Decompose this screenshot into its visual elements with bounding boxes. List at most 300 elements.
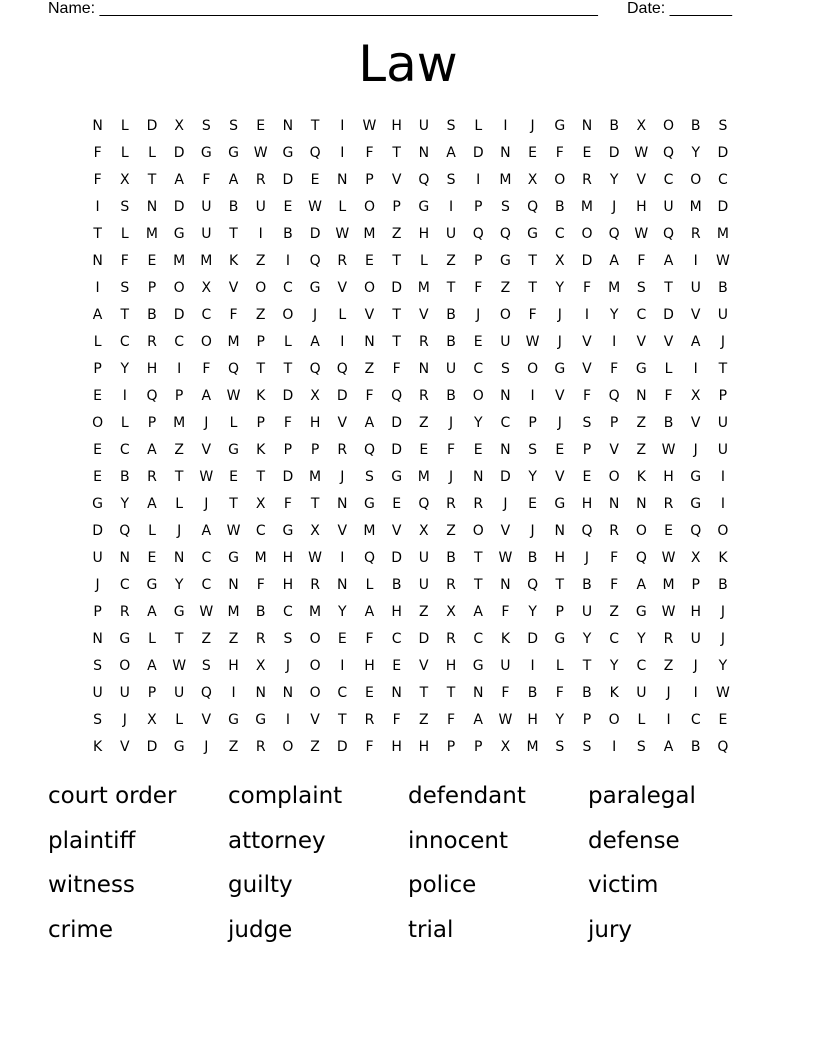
grid-letter[interactable]: J	[503, 496, 508, 512]
grid-letter[interactable]: O	[309, 658, 321, 674]
grid-letter[interactable]: P	[609, 415, 619, 431]
grid-letter[interactable]: A	[201, 523, 212, 539]
grid-letter[interactable]: G	[255, 712, 267, 728]
grid-letter[interactable]: M	[363, 523, 376, 539]
grid-letter[interactable]: I	[340, 334, 345, 350]
grid-letter[interactable]: K	[256, 388, 266, 404]
grid-letter[interactable]: G	[635, 361, 647, 377]
grid-letter[interactable]: D	[309, 226, 321, 242]
grid-letter[interactable]: U	[690, 280, 701, 296]
grid-letter[interactable]: F	[283, 496, 292, 512]
grid-letter[interactable]: B	[283, 226, 293, 242]
grid-letter[interactable]: G	[228, 550, 239, 566]
grid-letter[interactable]: T	[392, 253, 401, 269]
grid-letter[interactable]: A	[147, 658, 157, 674]
grid-letter[interactable]: P	[147, 280, 157, 296]
grid-letter[interactable]: G	[554, 361, 566, 377]
grid-letter[interactable]: U	[92, 685, 103, 701]
grid-letter[interactable]: P	[473, 199, 483, 215]
grid-letter[interactable]: T	[473, 550, 483, 566]
grid-letter[interactable]: K	[609, 685, 619, 701]
grid-letter[interactable]: M	[526, 739, 539, 755]
grid-letter[interactable]: W	[661, 550, 676, 566]
grid-letter[interactable]: R	[310, 577, 320, 593]
grid-letter[interactable]: G	[228, 712, 239, 728]
grid-letter[interactable]: F	[202, 172, 211, 188]
grid-letter[interactable]: L	[175, 496, 184, 512]
grid-letter[interactable]: R	[255, 172, 266, 188]
grid-letter[interactable]: W	[253, 145, 268, 161]
date-field[interactable]: Date: _______	[627, 0, 732, 17]
grid-letter[interactable]: N	[472, 469, 484, 485]
grid-letter[interactable]: A	[636, 577, 647, 593]
grid-letter[interactable]: T	[338, 712, 347, 728]
grid-letter[interactable]: C	[255, 523, 266, 539]
grid-letter[interactable]: X	[147, 712, 157, 728]
grid-letter[interactable]: X	[201, 280, 212, 296]
grid-letter[interactable]: I	[340, 118, 345, 134]
grid-letter[interactable]: O	[554, 172, 566, 188]
grid-letter[interactable]: P	[256, 415, 265, 431]
grid-letter[interactable]: I	[476, 172, 481, 188]
grid-letter[interactable]: C	[119, 442, 130, 458]
grid-letter[interactable]: H	[391, 604, 402, 620]
grid-letter[interactable]: Y	[473, 415, 483, 431]
grid-letter[interactable]: G	[309, 280, 321, 296]
grid-letter[interactable]: S	[283, 631, 293, 647]
grid-letter[interactable]: S	[120, 280, 130, 296]
grid-letter[interactable]: F	[120, 253, 129, 269]
grid-letter[interactable]: L	[284, 334, 292, 350]
grid-letter[interactable]: X	[527, 172, 538, 188]
grid-letter[interactable]: Q	[418, 172, 430, 188]
grid-letter[interactable]: C	[636, 658, 647, 674]
grid-letter[interactable]: Z	[663, 658, 674, 674]
grid-letter[interactable]: I	[177, 361, 182, 377]
grid-letter[interactable]: Q	[309, 361, 321, 377]
grid-letter[interactable]: M	[309, 604, 322, 620]
grid-letter[interactable]: N	[472, 685, 484, 701]
grid-letter[interactable]: F	[501, 685, 510, 701]
grid-letter[interactable]: D	[336, 739, 348, 755]
grid-letter[interactable]: Q	[527, 199, 539, 215]
grid-letter[interactable]: G	[472, 658, 484, 674]
grid-letter[interactable]: J	[557, 307, 562, 323]
grid-letter[interactable]: E	[718, 712, 728, 728]
grid-letter[interactable]: V	[690, 307, 701, 323]
grid-letter[interactable]: D	[663, 307, 674, 323]
grid-letter[interactable]: D	[336, 388, 348, 404]
grid-letter[interactable]: S	[718, 118, 728, 134]
grid-letter[interactable]: E	[664, 523, 673, 539]
grid-letter[interactable]: Z	[446, 523, 456, 539]
grid-letter[interactable]: P	[582, 712, 592, 728]
grid-letter[interactable]: G	[119, 631, 131, 647]
grid-letter[interactable]: B	[391, 577, 402, 593]
grid-letter[interactable]: V	[582, 334, 592, 350]
grid-letter[interactable]: Z	[255, 253, 266, 269]
grid-letter[interactable]: J	[204, 496, 209, 512]
grid-letter[interactable]: F	[93, 145, 102, 161]
grid-letter[interactable]: C	[391, 631, 402, 647]
grid-letter[interactable]: I	[503, 118, 508, 134]
grid-letter[interactable]: I	[448, 199, 454, 215]
grid-letter[interactable]: F	[582, 280, 591, 296]
grid-letter[interactable]: U	[717, 415, 729, 431]
grid-letter[interactable]: I	[693, 361, 698, 377]
grid-letter[interactable]: Y	[555, 280, 565, 296]
grid-letter[interactable]: C	[473, 361, 484, 377]
grid-letter[interactable]: F	[256, 577, 265, 593]
grid-letter[interactable]: S	[555, 739, 565, 755]
grid-letter[interactable]: U	[445, 361, 457, 377]
grid-letter[interactable]: P	[310, 442, 320, 458]
grid-letter[interactable]: A	[147, 604, 157, 620]
grid-letter[interactable]: E	[229, 469, 238, 485]
grid-letter[interactable]: F	[392, 712, 401, 728]
grid-letter[interactable]: V	[609, 442, 619, 458]
grid-letter[interactable]: R	[609, 523, 620, 539]
grid-letter[interactable]: L	[419, 253, 428, 269]
grid-letter[interactable]: V	[337, 280, 348, 296]
grid-letter[interactable]: Z	[364, 361, 375, 377]
grid-letter[interactable]: N	[337, 577, 348, 593]
grid-letter[interactable]: M	[173, 415, 186, 431]
grid-letter[interactable]: R	[446, 631, 456, 647]
grid-letter[interactable]: Q	[472, 226, 484, 242]
grid-letter[interactable]: B	[446, 334, 456, 350]
grid-letter[interactable]: T	[528, 280, 537, 296]
grid-letter[interactable]: N	[418, 361, 430, 377]
grid-letter[interactable]: R	[337, 442, 348, 458]
grid-letter[interactable]: S	[528, 442, 538, 458]
grid-letter[interactable]: P	[582, 442, 592, 458]
grid-letter[interactable]: S	[446, 118, 456, 134]
grid-letter[interactable]: M	[662, 577, 675, 593]
grid-letter[interactable]: A	[201, 388, 212, 404]
grid-letter[interactable]: P	[555, 604, 564, 620]
grid-letter[interactable]: I	[530, 658, 535, 674]
grid-letter[interactable]: P	[473, 253, 483, 269]
grid-letter[interactable]: A	[147, 496, 157, 512]
grid-letter[interactable]: O	[608, 712, 620, 728]
grid-letter[interactable]: N	[500, 388, 511, 404]
grid-letter[interactable]: B	[119, 469, 130, 485]
grid-letter[interactable]: B	[147, 307, 157, 323]
grid-letter[interactable]: V	[636, 334, 647, 350]
grid-letter[interactable]: B	[718, 577, 728, 593]
grid-letter[interactable]: W	[226, 388, 241, 404]
grid-letter[interactable]: T	[120, 307, 130, 323]
grid-letter[interactable]: O	[309, 685, 321, 701]
grid-letter[interactable]: H	[309, 415, 321, 431]
grid-letter[interactable]: D	[391, 442, 403, 458]
grid-letter[interactable]: N	[173, 550, 185, 566]
grid-letter[interactable]: M	[173, 253, 186, 269]
grid-letter[interactable]: K	[636, 469, 646, 485]
grid-letter[interactable]: P	[93, 361, 102, 377]
grid-letter[interactable]: A	[228, 172, 239, 188]
grid-letter[interactable]: H	[391, 739, 402, 755]
grid-letter[interactable]: S	[93, 712, 103, 728]
grid-letter[interactable]: F	[664, 388, 673, 404]
grid-letter[interactable]: M	[309, 469, 322, 485]
grid-letter[interactable]: I	[258, 226, 263, 242]
grid-letter[interactable]: C	[174, 334, 185, 350]
grid-letter[interactable]: P	[174, 388, 184, 404]
grid-letter[interactable]: Q	[663, 145, 675, 161]
grid-letter[interactable]: O	[472, 388, 484, 404]
grid-letter[interactable]: F	[447, 442, 456, 458]
grid-letter[interactable]: I	[285, 253, 290, 269]
grid-letter[interactable]: T	[664, 280, 673, 296]
grid-letter[interactable]: N	[608, 496, 620, 512]
grid-letter[interactable]: V	[201, 712, 212, 728]
grid-letter[interactable]: M	[254, 550, 267, 566]
grid-letter[interactable]: E	[93, 442, 103, 458]
grid-letter[interactable]: B	[690, 739, 701, 755]
grid-letter[interactable]: T	[256, 361, 265, 377]
grid-letter[interactable]: P	[392, 199, 401, 215]
grid-letter[interactable]: Y	[691, 145, 700, 161]
grid-letter[interactable]: G	[282, 523, 294, 539]
grid-letter[interactable]: R	[255, 739, 266, 755]
grid-letter[interactable]: F	[555, 145, 564, 161]
grid-letter[interactable]: F	[474, 280, 483, 296]
grid-letter[interactable]: R	[582, 172, 592, 188]
grid-letter[interactable]: N	[418, 145, 430, 161]
grid-letter[interactable]: V	[690, 415, 701, 431]
grid-letter[interactable]: H	[690, 604, 701, 620]
grid-letter[interactable]: G	[364, 496, 375, 512]
grid-letter[interactable]: W	[715, 685, 730, 701]
grid-letter[interactable]: H	[364, 658, 375, 674]
grid-letter[interactable]: S	[636, 739, 646, 755]
grid-letter[interactable]: R	[446, 496, 456, 512]
grid-letter[interactable]: T	[473, 577, 483, 593]
grid-letter[interactable]: O	[92, 415, 104, 431]
grid-letter[interactable]: T	[392, 145, 401, 161]
grid-letter[interactable]: Z	[419, 415, 429, 431]
grid-letter[interactable]: N	[337, 496, 348, 512]
grid-letter[interactable]: G	[690, 496, 702, 512]
grid-letter[interactable]: B	[255, 604, 266, 620]
grid-letter[interactable]: M	[145, 226, 159, 242]
grid-letter[interactable]: L	[338, 307, 347, 323]
grid-letter[interactable]: V	[554, 388, 565, 404]
grid-letter[interactable]: N	[581, 118, 593, 134]
grid-letter[interactable]: M	[363, 226, 376, 242]
grid-letter[interactable]: Q	[690, 523, 702, 539]
grid-letter[interactable]: I	[584, 307, 590, 323]
grid-letter[interactable]: G	[391, 469, 403, 485]
grid-letter[interactable]: O	[717, 523, 729, 539]
grid-letter[interactable]: R	[364, 712, 375, 728]
grid-letter[interactable]: S	[120, 199, 130, 215]
grid-letter[interactable]: E	[473, 442, 483, 458]
grid-letter[interactable]: G	[200, 145, 212, 161]
grid-letter[interactable]: P	[691, 577, 700, 593]
grid-letter[interactable]: D	[282, 172, 294, 188]
grid-letter[interactable]: O	[173, 280, 185, 296]
grid-letter[interactable]: Z	[609, 604, 619, 620]
grid-letter[interactable]: K	[93, 739, 103, 755]
grid-letter[interactable]: R	[255, 631, 266, 647]
grid-letter[interactable]: Z	[391, 226, 402, 242]
grid-letter[interactable]: V	[310, 712, 320, 728]
grid-letter[interactable]: D	[418, 631, 430, 647]
grid-letter[interactable]: Q	[336, 361, 348, 377]
grid-letter[interactable]: J	[693, 658, 698, 674]
grid-letter[interactable]: W	[634, 226, 649, 242]
grid-letter[interactable]: C	[718, 172, 728, 188]
grid-letter[interactable]: N	[119, 550, 131, 566]
grid-letter[interactable]: D	[146, 739, 158, 755]
grid-letter[interactable]: W	[715, 253, 730, 269]
grid-letter[interactable]: S	[500, 199, 510, 215]
grid-letter[interactable]: A	[473, 604, 483, 620]
grid-letter[interactable]: E	[365, 253, 374, 269]
grid-letter[interactable]: Z	[636, 415, 647, 431]
grid-letter[interactable]: T	[147, 172, 157, 188]
grid-letter[interactable]: X	[690, 550, 701, 566]
grid-letter[interactable]: L	[637, 712, 646, 728]
grid-letter[interactable]: Y	[555, 712, 565, 728]
grid-letter[interactable]: V	[582, 361, 592, 377]
grid-letter[interactable]: C	[337, 685, 348, 701]
grid-letter[interactable]: O	[608, 469, 620, 485]
grid-letter[interactable]: W	[308, 199, 323, 215]
grid-letter[interactable]: D	[92, 523, 103, 539]
grid-letter[interactable]: H	[391, 118, 402, 134]
grid-letter[interactable]: M	[689, 199, 702, 215]
grid-letter[interactable]: R	[663, 496, 674, 512]
grid-letter[interactable]: U	[201, 199, 212, 215]
grid-letter[interactable]: Q	[119, 523, 131, 539]
grid-letter[interactable]: J	[285, 658, 290, 674]
grid-letter[interactable]: L	[120, 145, 129, 161]
grid-letter[interactable]: L	[338, 199, 347, 215]
grid-letter[interactable]: F	[610, 550, 619, 566]
grid-letter[interactable]: X	[419, 523, 429, 539]
grid-letter[interactable]: N	[92, 253, 103, 269]
grid-letter[interactable]: O	[200, 334, 212, 350]
grid-letter[interactable]: D	[282, 469, 294, 485]
grid-letter[interactable]: K	[228, 253, 239, 269]
grid-letter[interactable]: V	[337, 523, 348, 539]
grid-letter[interactable]: R	[473, 496, 484, 512]
grid-letter[interactable]: B	[554, 199, 565, 215]
grid-letter[interactable]: J	[720, 631, 725, 647]
grid-letter[interactable]: M	[580, 199, 594, 215]
grid-letter[interactable]: G	[635, 604, 647, 620]
grid-letter[interactable]: N	[92, 118, 103, 134]
grid-letter[interactable]: V	[391, 172, 402, 188]
grid-letter[interactable]: J	[204, 739, 209, 755]
grid-letter[interactable]: B	[446, 550, 456, 566]
grid-letter[interactable]: O	[282, 307, 294, 323]
grid-letter[interactable]: E	[473, 334, 483, 350]
grid-letter[interactable]: T	[283, 361, 293, 377]
grid-letter[interactable]: H	[663, 469, 674, 485]
grid-letter[interactable]: E	[283, 199, 293, 215]
grid-letter[interactable]: P	[147, 685, 157, 701]
grid-letter[interactable]: T	[419, 685, 429, 701]
grid-letter[interactable]: M	[227, 604, 240, 620]
grid-letter[interactable]: O	[363, 280, 375, 296]
grid-letter[interactable]: F	[610, 361, 619, 377]
grid-letter[interactable]: W	[172, 658, 187, 674]
grid-letter[interactable]: H	[554, 550, 566, 566]
grid-letter[interactable]: O	[309, 631, 321, 647]
grid-letter[interactable]: M	[716, 226, 729, 242]
grid-letter[interactable]: G	[173, 226, 185, 242]
grid-letter[interactable]: C	[690, 712, 701, 728]
grid-letter[interactable]: P	[473, 739, 483, 755]
grid-letter[interactable]: C	[201, 307, 212, 323]
grid-letter[interactable]: C	[663, 172, 674, 188]
grid-letter[interactable]: Z	[228, 631, 239, 647]
grid-letter[interactable]: B	[446, 388, 456, 404]
grid-letter[interactable]: F	[637, 253, 646, 269]
grid-letter[interactable]: T	[310, 118, 320, 134]
grid-letter[interactable]: F	[365, 631, 374, 647]
grid-letter[interactable]: A	[364, 415, 375, 431]
grid-letter[interactable]: Q	[363, 442, 375, 458]
grid-letter[interactable]: X	[500, 739, 511, 755]
grid-letter[interactable]: Y	[609, 658, 619, 674]
grid-letter[interactable]: G	[146, 577, 158, 593]
grid-letter[interactable]: C	[119, 577, 130, 593]
grid-letter[interactable]: F	[555, 685, 564, 701]
grid-letter[interactable]: E	[147, 253, 157, 269]
grid-letter[interactable]: F	[202, 361, 211, 377]
grid-letter[interactable]: I	[340, 658, 345, 674]
grid-letter[interactable]: T	[718, 361, 728, 377]
grid-letter[interactable]: R	[337, 253, 348, 269]
grid-letter[interactable]: I	[122, 388, 127, 404]
grid-letter[interactable]: S	[582, 739, 592, 755]
grid-letter[interactable]: T	[555, 577, 565, 593]
grid-letter[interactable]: Q	[527, 577, 539, 593]
grid-letter[interactable]: H	[282, 577, 294, 593]
grid-letter[interactable]: A	[147, 442, 157, 458]
grid-letter[interactable]: C	[554, 226, 565, 242]
grid-letter[interactable]: M	[200, 253, 213, 269]
grid-letter[interactable]: P	[718, 388, 728, 404]
grid-letter[interactable]: S	[582, 415, 592, 431]
grid-letter[interactable]: E	[310, 172, 320, 188]
grid-letter[interactable]: F	[610, 577, 619, 593]
grid-letter[interactable]: K	[500, 631, 510, 647]
grid-letter[interactable]: W	[525, 334, 540, 350]
grid-letter[interactable]: L	[93, 334, 102, 350]
grid-letter[interactable]: U	[445, 226, 457, 242]
grid-letter[interactable]: I	[95, 280, 100, 296]
grid-letter[interactable]: J	[476, 307, 481, 323]
grid-letter[interactable]: W	[661, 442, 676, 458]
grid-letter[interactable]: E	[93, 388, 103, 404]
grid-letter[interactable]: U	[92, 550, 103, 566]
grid-letter[interactable]: P	[93, 604, 102, 620]
grid-letter[interactable]: Y	[174, 577, 184, 593]
grid-letter[interactable]: I	[693, 685, 698, 701]
grid-letter[interactable]: L	[148, 145, 156, 161]
grid-letter[interactable]: E	[528, 145, 538, 161]
grid-letter[interactable]: D	[173, 199, 185, 215]
grid-letter[interactable]: T	[310, 496, 320, 512]
grid-letter[interactable]: I	[340, 550, 345, 566]
